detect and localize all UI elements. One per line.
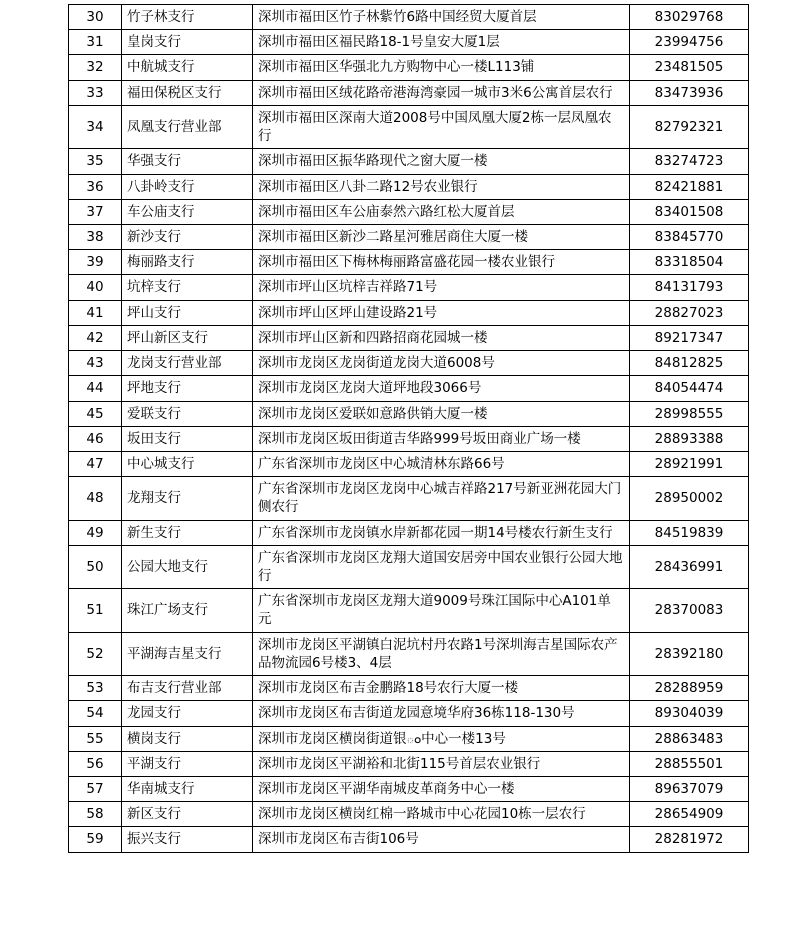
row-index: 54: [69, 701, 122, 726]
branch-name: 平湖支行: [122, 751, 253, 776]
branch-phone: 28827023: [630, 300, 749, 325]
branch-phone: 28288959: [630, 676, 749, 701]
branch-address: 深圳市龙岗区龙岗街道龙岗大道6008号: [253, 351, 630, 376]
branch-name: 八卦岭支行: [122, 174, 253, 199]
branch-phone: 83029768: [630, 5, 749, 30]
table-row: [69, 520, 749, 545]
branch-phone: 28950002: [630, 477, 749, 520]
branch-name: 坂田支行: [122, 426, 253, 451]
table-row: [69, 105, 749, 148]
table-row: [69, 55, 749, 80]
branch-phone: 89217347: [630, 325, 749, 350]
branch-address: 深圳市龙岗区布吉街106号: [253, 827, 630, 852]
branch-phone: 83473936: [630, 80, 749, 105]
table-row: [69, 726, 749, 751]
table-row: [69, 751, 749, 776]
branch-address: 深圳市龙岗区横岗街道银ం中心一楼13号: [253, 726, 630, 751]
branch-phone: 82792321: [630, 105, 749, 148]
branch-phone: 83274723: [630, 149, 749, 174]
branch-address: 深圳市福田区下梅林梅丽路富盛花园一楼农业银行: [253, 250, 630, 275]
branch-address: 深圳市福田区车公庙泰然六路红松大厦首层: [253, 199, 630, 224]
branch-name: 龙岗支行营业部: [122, 351, 253, 376]
branch-name: 坪地支行: [122, 376, 253, 401]
branch-address: 深圳市坪山区新和四路招商花园城一楼: [253, 325, 630, 350]
table-row: [69, 545, 749, 588]
branch-name: 龙园支行: [122, 701, 253, 726]
table-row: [69, 325, 749, 350]
branch-phone: 89304039: [630, 701, 749, 726]
branch-address: 深圳市龙岗区坂田街道吉华路999号坂田商业广场一楼: [253, 426, 630, 451]
branch-phone: 83318504: [630, 250, 749, 275]
branch-phone: 84131793: [630, 275, 749, 300]
branch-name: 龙翔支行: [122, 477, 253, 520]
row-index: 41: [69, 300, 122, 325]
branch-phone: 84054474: [630, 376, 749, 401]
branch-name: 福田保税区支行: [122, 80, 253, 105]
branch-name: 新生支行: [122, 520, 253, 545]
branch-phone: 28281972: [630, 827, 749, 852]
branch-phone: 83401508: [630, 199, 749, 224]
row-index: 36: [69, 174, 122, 199]
table-row: [69, 376, 749, 401]
branch-name: 公园大地支行: [122, 545, 253, 588]
table-row: [69, 451, 749, 476]
branch-phone: 84812825: [630, 351, 749, 376]
table-row: [69, 5, 749, 30]
branch-phone: 28436991: [630, 545, 749, 588]
branch-address: 深圳市福田区华强北九方购物中心一楼L113铺: [253, 55, 630, 80]
row-index: 58: [69, 802, 122, 827]
branch-address: 深圳市福田区深南大道2008号中国凤凰大厦2栋一层凤凰农行: [253, 105, 630, 148]
branch-name: 中航城支行: [122, 55, 253, 80]
row-index: 52: [69, 632, 122, 675]
branch-address: 深圳市福田区振华路现代之窗大厦一楼: [253, 149, 630, 174]
branch-name: 新区支行: [122, 802, 253, 827]
row-index: 56: [69, 751, 122, 776]
branch-address: 广东省深圳市龙岗镇水岸新都花园一期14号楼农行新生支行: [253, 520, 630, 545]
row-index: 59: [69, 827, 122, 852]
branch-phone: 28863483: [630, 726, 749, 751]
branch-phone: 28921991: [630, 451, 749, 476]
table-row: [69, 30, 749, 55]
branch-address: 广东省深圳市龙岗区中心城清林东路66号: [253, 451, 630, 476]
row-index: 34: [69, 105, 122, 148]
branch-phone: 23481505: [630, 55, 749, 80]
branch-address: 深圳市福田区福民路18-1号皇安大厦1层: [253, 30, 630, 55]
branch-name: 车公庙支行: [122, 199, 253, 224]
branch-phone: 28893388: [630, 426, 749, 451]
branch-address: 深圳市福田区竹子林紫竹6路中国经贸大厦首层: [253, 5, 630, 30]
table-row: [69, 777, 749, 802]
row-index: 44: [69, 376, 122, 401]
branch-address: 深圳市坪山区坑梓吉祥路71号: [253, 275, 630, 300]
row-index: 39: [69, 250, 122, 275]
branch-phone: 84519839: [630, 520, 749, 545]
branch-phone: 23994756: [630, 30, 749, 55]
branch-address: 深圳市龙岗区平湖镇白泥坑村丹农路1号深圳海吉星国际农产品物流园6号楼3、4层: [253, 632, 630, 675]
branch-name: 竹子林支行: [122, 5, 253, 30]
branch-phone: 28370083: [630, 589, 749, 632]
branch-address: 深圳市龙岗区布吉金鹏路18号农行大厦一楼: [253, 676, 630, 701]
row-index: 40: [69, 275, 122, 300]
table-row: [69, 426, 749, 451]
table-row: [69, 80, 749, 105]
table-row: [69, 275, 749, 300]
branch-name: 华南城支行: [122, 777, 253, 802]
branch-address: 深圳市龙岗区爱联如意路供销大厦一楼: [253, 401, 630, 426]
branch-name: 布吉支行营业部: [122, 676, 253, 701]
table-row: [69, 224, 749, 249]
branch-address: 深圳市福田区新沙二路星河雅居商住大厦一楼: [253, 224, 630, 249]
row-index: 42: [69, 325, 122, 350]
table-row: [69, 701, 749, 726]
branch-address: 深圳市福田区八卦二路12号农业银行: [253, 174, 630, 199]
row-index: 51: [69, 589, 122, 632]
branch-address: 深圳市龙岗区平湖裕和北街115号首层农业银行: [253, 751, 630, 776]
table-row: [69, 250, 749, 275]
table-row: [69, 149, 749, 174]
branch-address: 深圳市龙岗区龙岗大道坪地段3066号: [253, 376, 630, 401]
branch-name: 珠江广场支行: [122, 589, 253, 632]
branch-phone: 28998555: [630, 401, 749, 426]
table-row: [69, 477, 749, 520]
branch-name: 振兴支行: [122, 827, 253, 852]
branch-phone: 28392180: [630, 632, 749, 675]
table-row: [69, 589, 749, 632]
branch-name: 皇岗支行: [122, 30, 253, 55]
table-row: [69, 174, 749, 199]
row-index: 49: [69, 520, 122, 545]
row-index: 48: [69, 477, 122, 520]
branch-name: 坪山支行: [122, 300, 253, 325]
table-row: [69, 827, 749, 852]
row-index: 37: [69, 199, 122, 224]
table-row: [69, 802, 749, 827]
row-index: 35: [69, 149, 122, 174]
row-index: 30: [69, 5, 122, 30]
table-row: [69, 300, 749, 325]
row-index: 38: [69, 224, 122, 249]
row-index: 55: [69, 726, 122, 751]
branch-name: 凤凰支行营业部: [122, 105, 253, 148]
row-index: 57: [69, 777, 122, 802]
row-index: 31: [69, 30, 122, 55]
branch-address: 深圳市龙岗区布吉街道龙园意境华府36栋118-130号: [253, 701, 630, 726]
row-index: 46: [69, 426, 122, 451]
branch-name: 梅丽路支行: [122, 250, 253, 275]
table-body: [69, 5, 749, 853]
table-row: [69, 632, 749, 675]
branch-name: 横岗支行: [122, 726, 253, 751]
branch-phone: 83845770: [630, 224, 749, 249]
row-index: 45: [69, 401, 122, 426]
branch-address: 深圳市福田区绒花路帝港海湾豪园一城市3米6公寓首层农行: [253, 80, 630, 105]
branch-address: 深圳市坪山区坪山建设路21号: [253, 300, 630, 325]
table-row: [69, 401, 749, 426]
branch-name: 爱联支行: [122, 401, 253, 426]
row-index: 50: [69, 545, 122, 588]
row-index: 32: [69, 55, 122, 80]
bank-branch-table: [68, 4, 749, 853]
branch-phone: 28654909: [630, 802, 749, 827]
branch-name: 中心城支行: [122, 451, 253, 476]
branch-name: 平湖海吉星支行: [122, 632, 253, 675]
branch-address: 深圳市龙岗区横岗红棉一路城市中心花园10栋一层农行: [253, 802, 630, 827]
table-row: [69, 676, 749, 701]
table-row: [69, 351, 749, 376]
branch-name: 坑梓支行: [122, 275, 253, 300]
branch-name: 华强支行: [122, 149, 253, 174]
table-row: [69, 199, 749, 224]
branch-name: 坪山新区支行: [122, 325, 253, 350]
branch-address: 广东省深圳市龙岗区龙翔大道国安居旁中国农业银行公园大地行: [253, 545, 630, 588]
branch-phone: 89637079: [630, 777, 749, 802]
branch-phone: 82421881: [630, 174, 749, 199]
branch-address: 广东省深圳市龙岗区龙岗中心城吉祥路217号新亚洲花园大门侧农行: [253, 477, 630, 520]
branch-address: 广东省深圳市龙岗区龙翔大道9009号珠江国际中心A101单元: [253, 589, 630, 632]
branch-phone: 28855501: [630, 751, 749, 776]
branch-address: 深圳市龙岗区平湖华南城皮革商务中心一楼: [253, 777, 630, 802]
row-index: 33: [69, 80, 122, 105]
row-index: 47: [69, 451, 122, 476]
row-index: 53: [69, 676, 122, 701]
branch-name: 新沙支行: [122, 224, 253, 249]
row-index: 43: [69, 351, 122, 376]
